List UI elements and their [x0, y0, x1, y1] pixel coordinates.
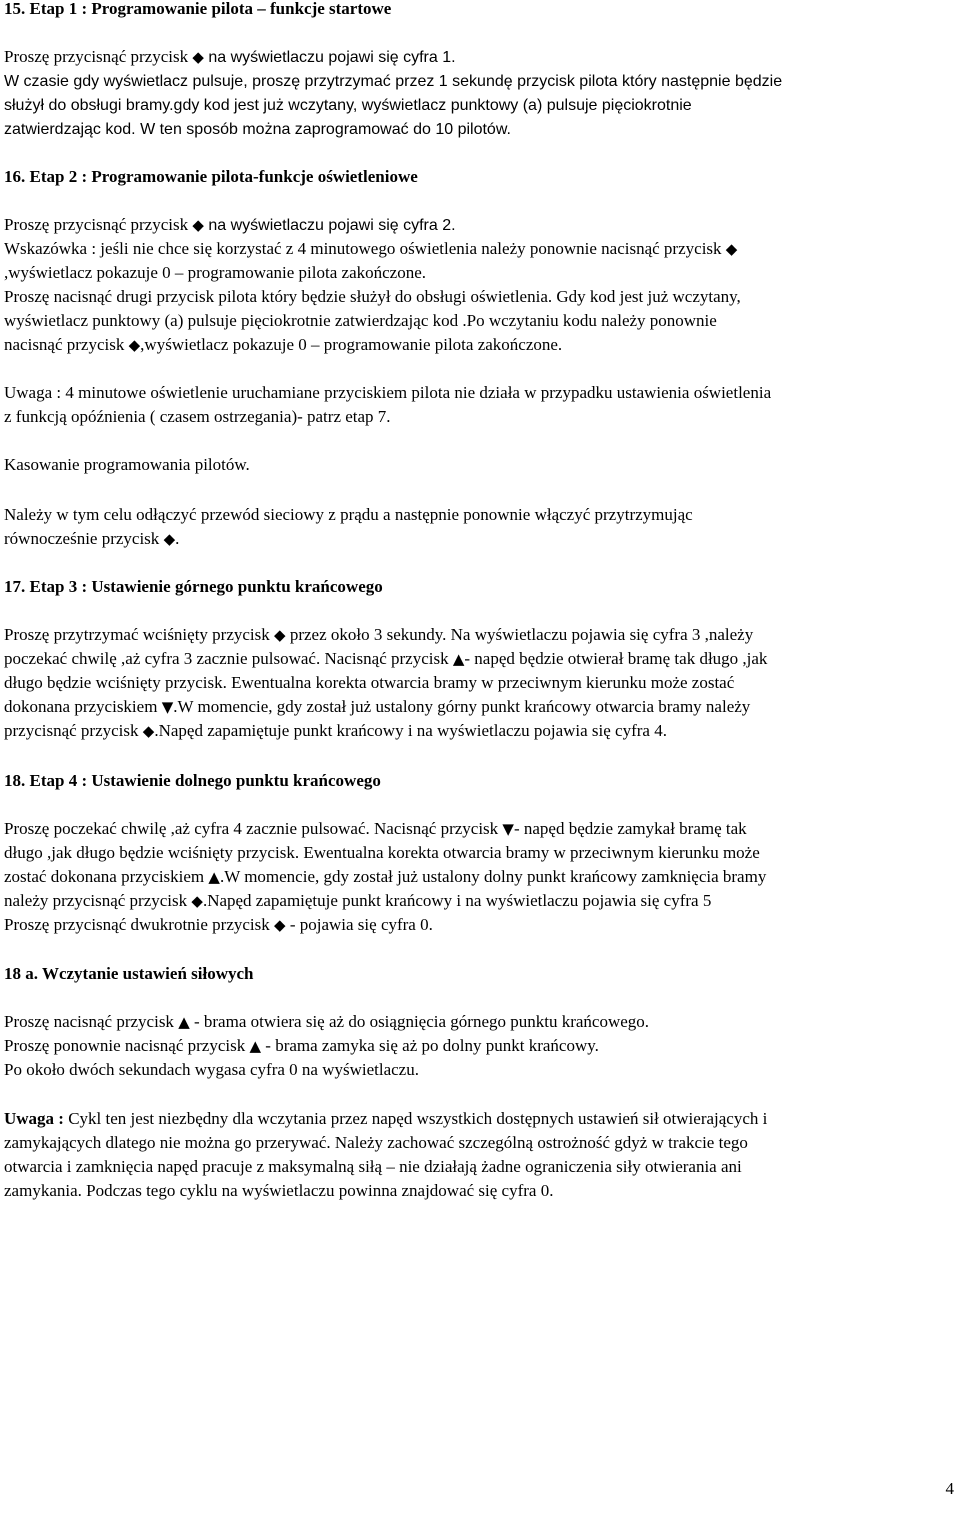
para-18-line	[4, 914, 433, 936]
heading-15-line	[4, 0, 391, 20]
text-run: .Napęd zapamiętuje punkt krańcowy i na wyświetlaczu pojawia się cyfra 4.	[154, 721, 667, 740]
para-18a-uwaga-line	[4, 1180, 553, 1202]
up-arrow-button-icon: ▲	[178, 1013, 190, 1031]
text-run: przycisnąć przycisk	[4, 721, 143, 740]
diamond-button-icon: ◆	[163, 530, 176, 548]
up-arrow-button-icon: ▲	[452, 650, 465, 668]
text-run: z funkcją opóźnienia ( czasem ostrzegania)- patrz etap 7.	[4, 407, 391, 426]
text-run: służył do obsługi bramy.gdy kod jest już wczytany, wyświetlacz punktowy (a) pulsuje pięciokrotnie	[4, 97, 692, 114]
text-run: zamykających dlatego nie można go przerywać. Należy zachować szczególną ostrożność gdyż w trakcie tego	[4, 1133, 748, 1152]
text-run: Cykl ten jest niezbędny dla wczytania przez napęd wszystkich dostępnych ustawień sił otwierających i	[68, 1109, 768, 1128]
diamond-button-icon: ◆	[274, 916, 286, 934]
para-18-line	[4, 818, 747, 840]
text-run: długo będzie wciśnięty przycisk. Ewentualna korekta otwarcia bramy w przeciwnym kierunku może zostać	[4, 673, 735, 692]
para-15-1-line	[4, 46, 456, 69]
text-run: Proszę przycisnąć przycisk	[4, 215, 193, 234]
para-18a-line	[4, 1011, 649, 1033]
text-run: Proszę poczekać chwilę ,aż cyfra 4 zacznie pulsować. Nacisnąć przycisk	[4, 819, 503, 838]
text-run: 18. Etap 4 : Ustawienie dolnego punktu krańcowego	[4, 771, 381, 790]
para-18a-uwaga-line	[4, 1156, 742, 1178]
text-run: zamykania. Podczas tego cyklu na wyświetlaczu powinna znajdować się cyfra 0.	[4, 1181, 554, 1200]
page-number: 4	[945, 1479, 954, 1498]
text-run: Proszę przycisnąć przycisk	[4, 47, 193, 66]
text-run: na wyświetlaczu pojawi się cyfra 2.	[203, 217, 456, 234]
text-run: 16. Etap 2 : Programowanie pilota-funkcje oświetleniowe	[4, 167, 418, 186]
text-run: Proszę przytrzymać wciśnięty przycisk	[4, 625, 275, 644]
diamond-button-icon: ◆	[725, 240, 738, 258]
text-run: należy przycisnąć przycisk	[4, 891, 192, 910]
text-run: Proszę przycisnąć dwukrotnie przycisk	[4, 915, 275, 934]
para-15-1-line	[4, 94, 692, 117]
text-run: zostać dokonana przyciskiem	[4, 867, 209, 886]
down-arrow-button-icon: ▼	[502, 820, 514, 838]
para-nalezy-line	[4, 504, 693, 526]
para-kasowanie-line	[4, 454, 250, 476]
text-run: Proszę nacisnąć drugi przycisk pilota który będzie służył do obsługi oświetlenia. Gdy kod jest już wczytany,	[4, 287, 741, 306]
para-15-1-line	[4, 118, 511, 141]
text-run: Po około dwóch sekundach wygasa cyfra 0 na wyświetlaczu.	[4, 1060, 419, 1079]
diamond-button-icon: ◆	[192, 48, 204, 66]
para-18-line	[4, 866, 766, 888]
text-run: - pojawia się cyfra 0.	[285, 915, 433, 934]
text-run: - brama zamyka się aż po dolny punkt krańcowy.	[261, 1036, 599, 1055]
diamond-button-icon: ◆	[191, 892, 203, 910]
text-run: Uwaga : 4 minutowe oświetlenie uruchamiane przyciskiem pilota nie działa w przypadku ustawienia oświetlenia	[4, 383, 772, 402]
text-run: Wskazówka : jeśli nie chce się korzystać z 4 minutowego oświetlenia należy ponownie nacisnąć przycisk	[4, 239, 726, 258]
para-16-1-line	[4, 214, 456, 237]
para-17-line	[4, 720, 667, 742]
diamond-button-icon: ◆	[274, 626, 286, 644]
para-16-1-line	[4, 238, 737, 260]
text-run: równocześnie przycisk	[4, 529, 164, 548]
text-run: zatwierdzając kod. W ten sposób można zaprogramować do 10 pilotów.	[4, 121, 511, 138]
para-17-line	[4, 672, 734, 694]
text-run: - napęd będzie otwierał bramę tak długo ,jak	[464, 649, 768, 668]
para-18a-uwaga-line	[4, 1108, 767, 1130]
up-arrow-button-icon: ▲	[208, 868, 220, 886]
text-run: Należy w tym celu odłączyć przewód sieciowy z prądu a następnie ponownie włączyć przytrzymując	[4, 505, 693, 524]
text-run: .	[175, 529, 180, 548]
text-run: .W momencie, gdy został już ustalony dolny punkt krańcowy zamknięcia bramy	[219, 867, 767, 886]
para-17-line	[4, 696, 750, 718]
text-run: Uwaga :	[4, 1109, 69, 1128]
text-run: - napęd będzie zamykał bramę tak	[513, 819, 747, 838]
text-run: .Napęd zapamiętuje punkt krańcowy i na wyświetlaczu pojawia się cyfra 5	[202, 891, 712, 910]
up-arrow-button-icon: ▲	[249, 1037, 262, 1055]
text-run: nacisnąć przycisk	[4, 335, 129, 354]
para-17-line	[4, 624, 753, 646]
para-18-line	[4, 842, 760, 864]
para-18a-line	[4, 1035, 599, 1057]
text-run: Kasowanie programowania pilotów.	[4, 455, 250, 474]
down-arrow-button-icon: ▼	[161, 698, 174, 716]
heading-16-line	[4, 166, 418, 188]
diamond-button-icon: ◆	[128, 336, 141, 354]
text-run: .W momencie, gdy został już ustalony górny punkt krańcowy otwarcia bramy należy	[173, 697, 751, 716]
text-run: Proszę ponownie nacisnąć przycisk	[4, 1036, 250, 1055]
text-run: ,wyświetlacz pokazuje 0 – programowanie pilota zakończone.	[140, 335, 563, 354]
text-run: przez około 3 sekundy. Na wyświetlaczu pojawia się cyfra 3 ,należy	[285, 625, 754, 644]
text-run: wyświetlacz punktowy (a) pulsuje pięciokrotnie zatwierdzając kod .Po wczytaniu kodu należy ponownie	[4, 311, 717, 330]
text-run: długo ,jak długo będzie wciśnięty przycisk. Ewentualna korekta otwarcia bramy w przeciwnym kierunku może	[4, 843, 760, 862]
para-18a-uwaga-line	[4, 1132, 748, 1154]
text-run: ,wyświetlacz pokazuje 0 – programowanie pilota zakończone.	[4, 263, 427, 282]
heading-17-line	[4, 576, 383, 598]
text-run: W czasie gdy wyświetlacz pulsuje, proszę przytrzymać przez 1 sekundę przycisk pilota który następnie będzie	[4, 73, 783, 90]
text-run: Proszę nacisnąć przycisk	[4, 1012, 179, 1031]
para-16-1-line	[4, 310, 717, 332]
para-nalezy-line	[4, 528, 179, 550]
para-15-1-line	[4, 70, 782, 93]
diamond-button-icon: ◆	[192, 216, 204, 234]
para-16-1-line	[4, 334, 562, 356]
text-run: otwarcia i zamknięcia napęd pracuje z maksymalną siłą – nie działają żadne ograniczenia siły otwierania ani	[4, 1157, 742, 1176]
para-16-1-line	[4, 286, 741, 308]
heading-18a-line	[4, 963, 254, 985]
para-17-line	[4, 648, 767, 670]
heading-18-line	[4, 770, 381, 792]
diamond-button-icon: ◆	[142, 722, 155, 740]
text-run: 15. Etap 1 : Programowanie pilota – funkcje startowe	[4, 0, 392, 18]
para-16-1-line	[4, 262, 426, 284]
para-16-uwaga-line	[4, 406, 391, 428]
text-run: poczekać chwilę ,aż cyfra 3 zacznie pulsować. Nacisnąć przycisk	[4, 649, 453, 668]
text-run: 18 a. Wczytanie ustawień siłowych	[4, 964, 254, 983]
para-16-uwaga-line	[4, 382, 771, 404]
text-run: 17. Etap 3 : Ustawienie górnego punktu krańcowego	[4, 577, 383, 596]
text-run: na wyświetlaczu pojawi się cyfra 1.	[203, 49, 456, 66]
para-18-line	[4, 890, 711, 912]
para-18a-line	[4, 1059, 419, 1081]
text-run: - brama otwiera się aż do osiągnięcia górnego punktu krańcowego.	[189, 1012, 650, 1031]
text-run: dokonana przyciskiem	[4, 697, 162, 716]
